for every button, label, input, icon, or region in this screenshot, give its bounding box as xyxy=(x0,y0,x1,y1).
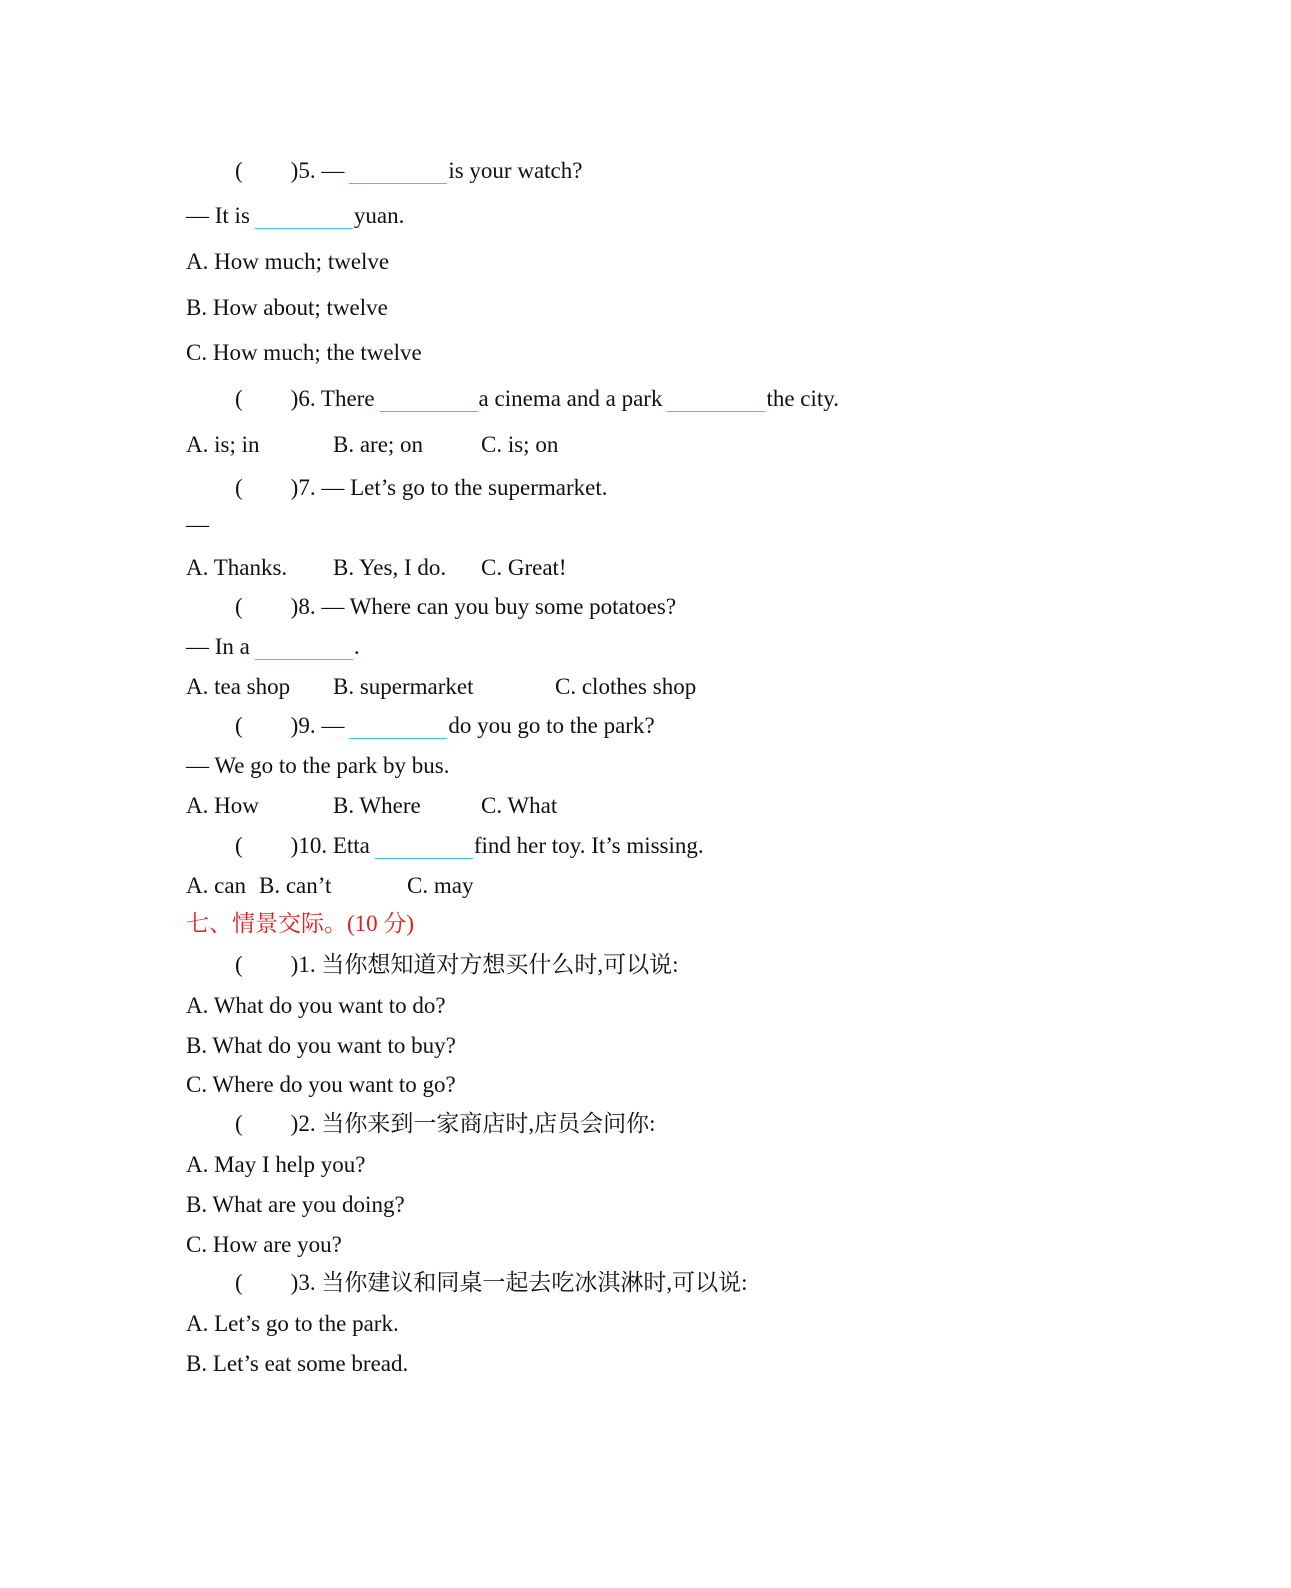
question-6 xyxy=(235,384,839,414)
answer-paren: ( xyxy=(235,833,243,858)
question-text: )8. — Where can you buy some potatoes? xyxy=(290,594,677,619)
question-text: a cinema and a park xyxy=(478,386,663,411)
option-c: C. is; on xyxy=(481,432,559,457)
question-7 xyxy=(235,473,607,503)
situation-1 xyxy=(235,950,678,980)
option-c: C. may xyxy=(407,873,474,898)
answer-paren: ( xyxy=(235,594,243,619)
question-text: )7. — Let’s go to the supermarket. xyxy=(290,475,608,500)
option-a: A. Let’s go to the park. xyxy=(186,1311,399,1336)
option-b: B. What are you doing? xyxy=(186,1192,405,1217)
answer-paren: ( xyxy=(235,952,243,977)
reply-text: . xyxy=(353,634,360,659)
question-9 xyxy=(235,711,655,741)
question-text: is your watch? xyxy=(448,158,583,183)
question-9-options xyxy=(186,791,686,821)
option-b: B. What do you want to buy? xyxy=(186,1033,456,1058)
option-a: A. May I help you? xyxy=(186,1152,366,1177)
situation-3 xyxy=(235,1268,747,1298)
option-a: A. How xyxy=(186,793,259,818)
blank-line[interactable] xyxy=(375,836,473,859)
option-a: A. can xyxy=(186,873,247,898)
answer-paren: ( xyxy=(235,386,243,411)
option-b: B. can’t xyxy=(259,873,332,898)
answer-paren: ( xyxy=(235,158,243,183)
option-c: C. clothes shop xyxy=(555,674,697,699)
option-b: B. are; on xyxy=(333,432,424,457)
option-b: B. Let’s eat some bread. xyxy=(186,1351,409,1376)
reply-text: yuan. xyxy=(353,203,405,228)
question-8 xyxy=(235,592,676,622)
answer-paren: ( xyxy=(235,1270,243,1295)
option-a: A. tea shop xyxy=(186,674,291,699)
question-text: )3. 当你建议和同桌一起去吃冰淇淋时,可以说: xyxy=(290,1270,748,1295)
question-6-options xyxy=(186,430,686,460)
blank-line[interactable] xyxy=(349,716,447,739)
question-5 xyxy=(235,156,582,186)
reply-text: — In a xyxy=(186,634,250,659)
question-9-reply: — We go to the park by bus. xyxy=(186,753,450,778)
option-c: C. Where do you want to go? xyxy=(186,1072,456,1097)
question-text: )1. 当你想知道对方想买什么时,可以说: xyxy=(290,952,679,977)
section-heading: 七、情景交际。(10 分) xyxy=(186,911,415,936)
option-c: C. How much; the twelve xyxy=(186,340,422,365)
question-7-reply: — xyxy=(186,512,209,537)
question-5-reply xyxy=(186,201,404,231)
question-number: )9. — xyxy=(290,713,345,738)
option-b: B. Yes, I do. xyxy=(333,555,447,580)
blank-line[interactable] xyxy=(349,161,447,184)
option-a: A. is; in xyxy=(186,432,260,457)
answer-paren: ( xyxy=(235,713,243,738)
question-text: the city. xyxy=(766,386,840,411)
blank-line[interactable] xyxy=(380,389,478,412)
question-number: )6. There xyxy=(290,386,375,411)
question-text: )2. 当你来到一家商店时,店员会问你: xyxy=(290,1111,656,1136)
question-number: )5. — xyxy=(290,158,345,183)
situation-2 xyxy=(235,1109,655,1139)
question-10-options xyxy=(186,871,606,901)
blank-line[interactable] xyxy=(255,206,353,229)
question-text: find her toy. It’s missing. xyxy=(473,833,704,858)
question-number: )10. Etta xyxy=(290,833,370,858)
answer-paren: ( xyxy=(235,475,243,500)
option-a: A. Thanks. xyxy=(186,555,288,580)
option-a: A. How much; twelve xyxy=(186,249,390,274)
reply-text: — It is xyxy=(186,203,250,228)
question-10 xyxy=(235,831,704,861)
blank-line[interactable] xyxy=(667,389,765,412)
answer-paren: ( xyxy=(235,1111,243,1136)
question-7-options xyxy=(186,553,686,583)
option-a: A. What do you want to do? xyxy=(186,993,446,1018)
question-text: do you go to the park? xyxy=(448,713,655,738)
question-8-reply xyxy=(186,632,360,662)
option-c: C. How are you? xyxy=(186,1232,342,1257)
option-c: C. What xyxy=(481,793,558,818)
question-8-options xyxy=(186,672,746,702)
option-c: C. Great! xyxy=(481,555,567,580)
option-b: B. Where xyxy=(333,793,421,818)
option-b: B. supermarket xyxy=(333,674,474,699)
blank-line[interactable] xyxy=(255,637,353,660)
option-b: B. How about; twelve xyxy=(186,295,388,320)
